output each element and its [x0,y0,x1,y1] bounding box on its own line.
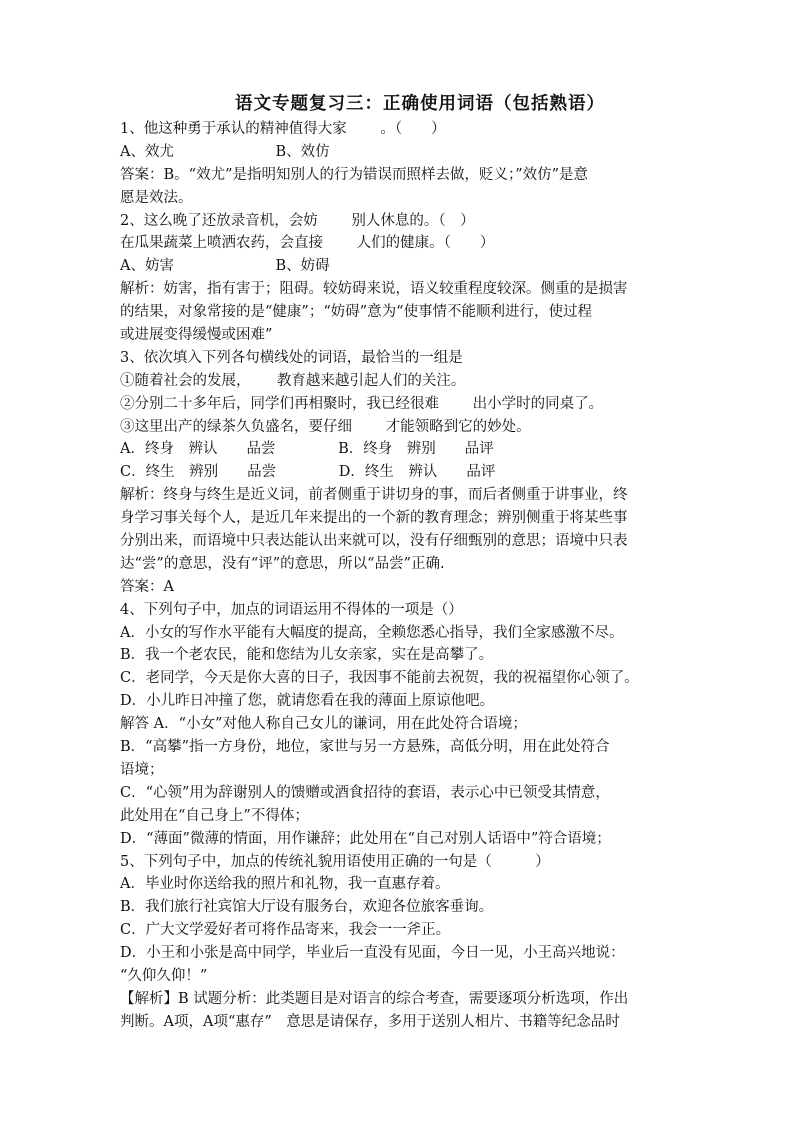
text-line: 判断。A项，A项“惠存” 意思是请保存，多用于送别人相片、书籍等纪念品时 [120,1013,620,1030]
text-line: 或进展变得缓慢或困难” [120,327,273,344]
text-line: 愿是效法。 [120,189,193,206]
text-line: 的结果，对象常接的是“健康”；“妨碍”意为“使事情不能顺利进行，使过程 [120,304,593,321]
text-line: D．“薄面”微薄的情面，用作谦辞；此处用在“自己对别人话语中”符合语境； [120,830,611,847]
text-line: 答案：B。“效尤”是指明知别人的行为错误而照样去做，贬义；”效仿”是意 [120,166,589,183]
text-line: A、效尤 B、效仿 [120,143,330,160]
text-line: ②分别二十多年后，同学们再相聚时，我已经很难 出小学时的同桌了。 [120,395,604,412]
text-line: B．我们旅行社宾馆大厅设有服务台，欢迎各位旅客垂询。 [120,899,494,916]
text-line: 身学习事关每个人，是近几年来提出的一个新的教育理念；辨别侧重于将某些事 [120,510,628,527]
text-line: C．广大文学爱好者可将作品寄来，我会一一斧正。 [120,922,451,939]
text-line: 1、他这种勇于承认的精神值得大家 。（ ） [120,121,446,137]
text-line: 解析：终身与终生是近义词，前者侧重于讲切身的事，而后者侧重于讲事业，终 [120,487,628,504]
text-line: C．终生 辨别 品尝 D．终生 辨认 品评 [120,464,496,481]
text-line: B．“高攀”指一方身份，地位，家世与另一方悬殊，高低分明，用在此处符合 [120,739,610,756]
text-line: 解析：妨害，指有害于；阻碍。较妨碍来说，语义较重程度较深。侧重的是损害 [120,281,628,298]
text-line: ③这里出产的绿茶久负盛名，要仔细 才能领略到它的妙处。 [120,418,531,435]
text-line: 达“尝”的意思，没有“评”的意思，所以“品尝”正确. [120,555,445,572]
text-line: 4、下列句子中，加点的词语运用不得体的一项是（） [120,601,463,618]
text-line: A．毕业时你送给我的照片和礼物，我一直惠存着。 [120,876,450,893]
document-body [120,118,690,1034]
text-line: 分别出来，而语境中只表达能认出来就可以，没有仔细甄别的意思；语境中只表 [120,533,628,550]
text-line: 解答 A．“小女”对他人称自己女儿的谦词，用在此处符合语境； [120,716,527,733]
text-line: D．小王和小张是高中同学，毕业后一直没有见面，今日一见，小王高兴地说： [120,945,625,962]
text-line: A．终身 辨认 品尝 B．终身 辨别 品评 [120,441,494,458]
text-line: 在瓜果蔬菜上喷洒农药，会直接 人们的健康。（ ） [120,235,495,252]
text-line: A、妨害 B、妨碍 [120,258,330,275]
text-line: 答案：A [120,578,174,595]
text-line: D．小儿昨日冲撞了您，就请您看在我的薄面上原谅他吧。 [120,693,495,710]
text-line: B．我一个老农民，能和您结为儿女亲家，实在是高攀了。 [120,647,494,664]
text-line: “久仰久仰！” [120,967,208,984]
text-line: ①随着社会的发展， 教育越来越引起人们的关注。 [120,372,466,389]
text-line: 2、这么晚了还放录音机，会妨 别人休息的。（ ） [120,212,475,229]
text-line: 【解析】B 试题分析：此类题目是对语言的综合考查，需要逐项分析选项，作出 [120,990,629,1007]
text-line: 语境； [120,761,164,778]
text-line: C．“心领”用为辞谢别人的馈赠或酒食招待的套语，表示心中已领受其情意， [120,784,610,801]
text-line: A．小女的写作水平能有大幅度的提高，全赖您悉心指导，我们全家感激不尽。 [120,624,624,641]
text-line: C．老同学，今天是你大喜的日子，我因事不能前去祝贺，我的祝福望你心领了。 [120,670,639,687]
text-line: 此处用在“自己身上”不得体； [120,807,309,824]
text-line: 3、依次填入下列各句横线处的词语，最恰当的一组是 [120,349,463,366]
page-title: 语文专题复习三：正确使用词语（包括熟语） [235,94,605,114]
text-line: 5、下列句子中，加点的传统礼貌用语使用正确的一句是（ ） [120,853,550,870]
